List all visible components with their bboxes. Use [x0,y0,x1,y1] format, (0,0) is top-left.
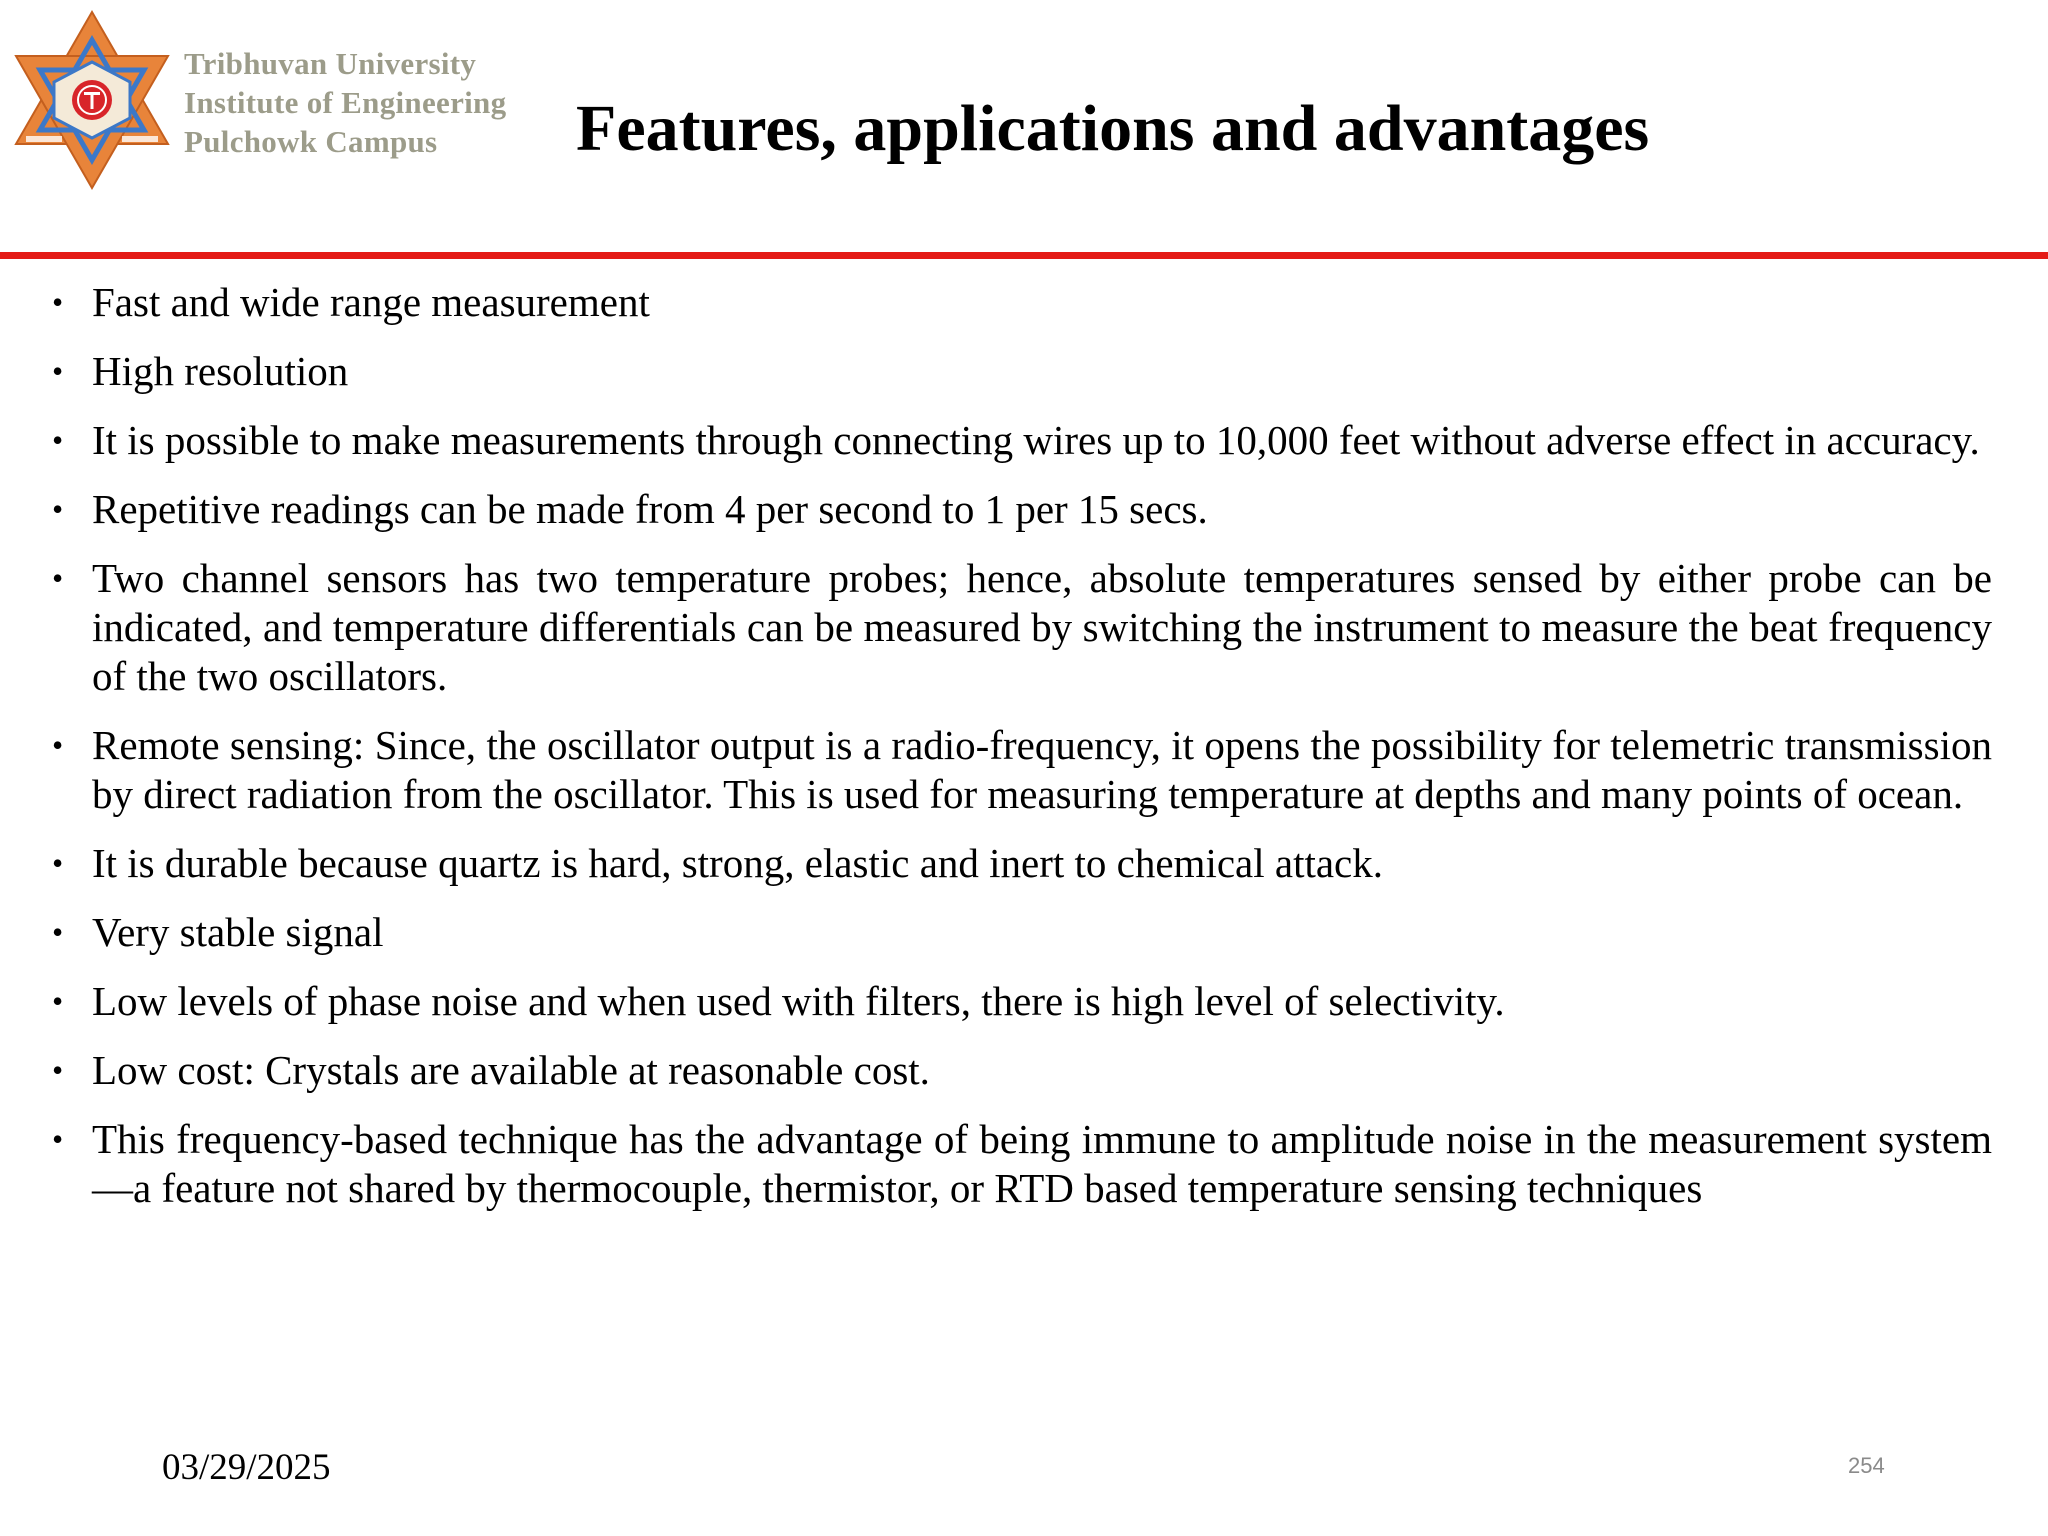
bullet-text: Fast and wide range measurement [92,279,650,325]
header-divider [0,252,2048,259]
bullet-dot: • [52,1121,64,1157]
slide-title: Features, applications and advantages [576,92,1650,165]
bullet-text: Repetitive readings can be made from 4 per second to 1 per 15 secs. [92,486,1208,532]
bullet-text: Two channel sensors has two temperature probes; hence, absolute temperatures sensed by either probe can be indicated, and temperature differentials can be measured by switching the instrument to measure the beat frequency of the two oscillators. [92,555,1992,699]
bullet-dot: • [52,727,64,763]
bullet-dot: • [52,353,64,389]
bullet-item [50,908,1992,957]
bullet-item [50,977,1992,1026]
institution-name-line-2: Institute of Engineering [184,85,507,120]
bullet-dot: • [52,1052,64,1088]
bullet-item [50,1115,1992,1213]
bullet-dot: • [52,845,64,881]
bullet-text: Low cost: Crystals are available at reasonable cost. [92,1047,930,1093]
bullet-item [50,485,1992,534]
slide-header [0,0,2048,252]
bullet-item [50,839,1992,888]
bullet-text: It is possible to make measurements through connecting wires up to 10,000 feet without adverse effect in accuracy. [92,417,1980,463]
bullet-item [50,416,1992,465]
institution-name-line-3: Pulchowk Campus [184,124,438,159]
bullet-item [50,278,1992,327]
bullet-text: Very stable signal [92,909,384,955]
slide-page-number: 254 [1848,1453,1885,1478]
bullet-dot: • [52,560,64,596]
institution-name [184,44,604,161]
bullet-item [50,347,1992,396]
bullet-dot: • [52,491,64,527]
bullet-text: High resolution [92,348,349,394]
bullet-text: Low levels of phase noise and when used with filters, there is high level of selectivity. [92,978,1505,1024]
bullet-item [50,554,1992,701]
bullet-list [50,278,1992,1233]
footer-date: 03/29/2025 [162,1447,331,1488]
bullet-text: It is durable because quartz is hard, strong, elastic and inert to chemical attack. [92,840,1383,886]
emblem-banner-right [122,136,158,142]
bullet-item [50,721,1992,819]
bullet-item [50,1046,1992,1095]
bullet-text: Remote sensing: Since, the oscillator output is a radio-frequency, it opens the possibility for telemetric transmission by direct radiation from the oscillator. This is used for measuring temperature at depths and many points of ocean. [92,722,1992,817]
bullet-dot: • [52,422,64,458]
bullet-dot: • [52,914,64,950]
institution-name-line-1: Tribhuvan University [184,46,477,81]
emblem-banner-left [26,136,62,142]
tribhuvan-university-emblem-icon [12,10,172,190]
emblem-seal-mark-stem [91,92,94,109]
bullet-text: This frequency-based technique has the advantage of being immune to amplitude noise in the measurement system—a feature not shared by thermocouple, thermistor, or RTD based temperature sensing techniques [92,1116,1992,1211]
bullet-dot: • [52,983,64,1019]
bullet-dot: • [52,284,64,320]
